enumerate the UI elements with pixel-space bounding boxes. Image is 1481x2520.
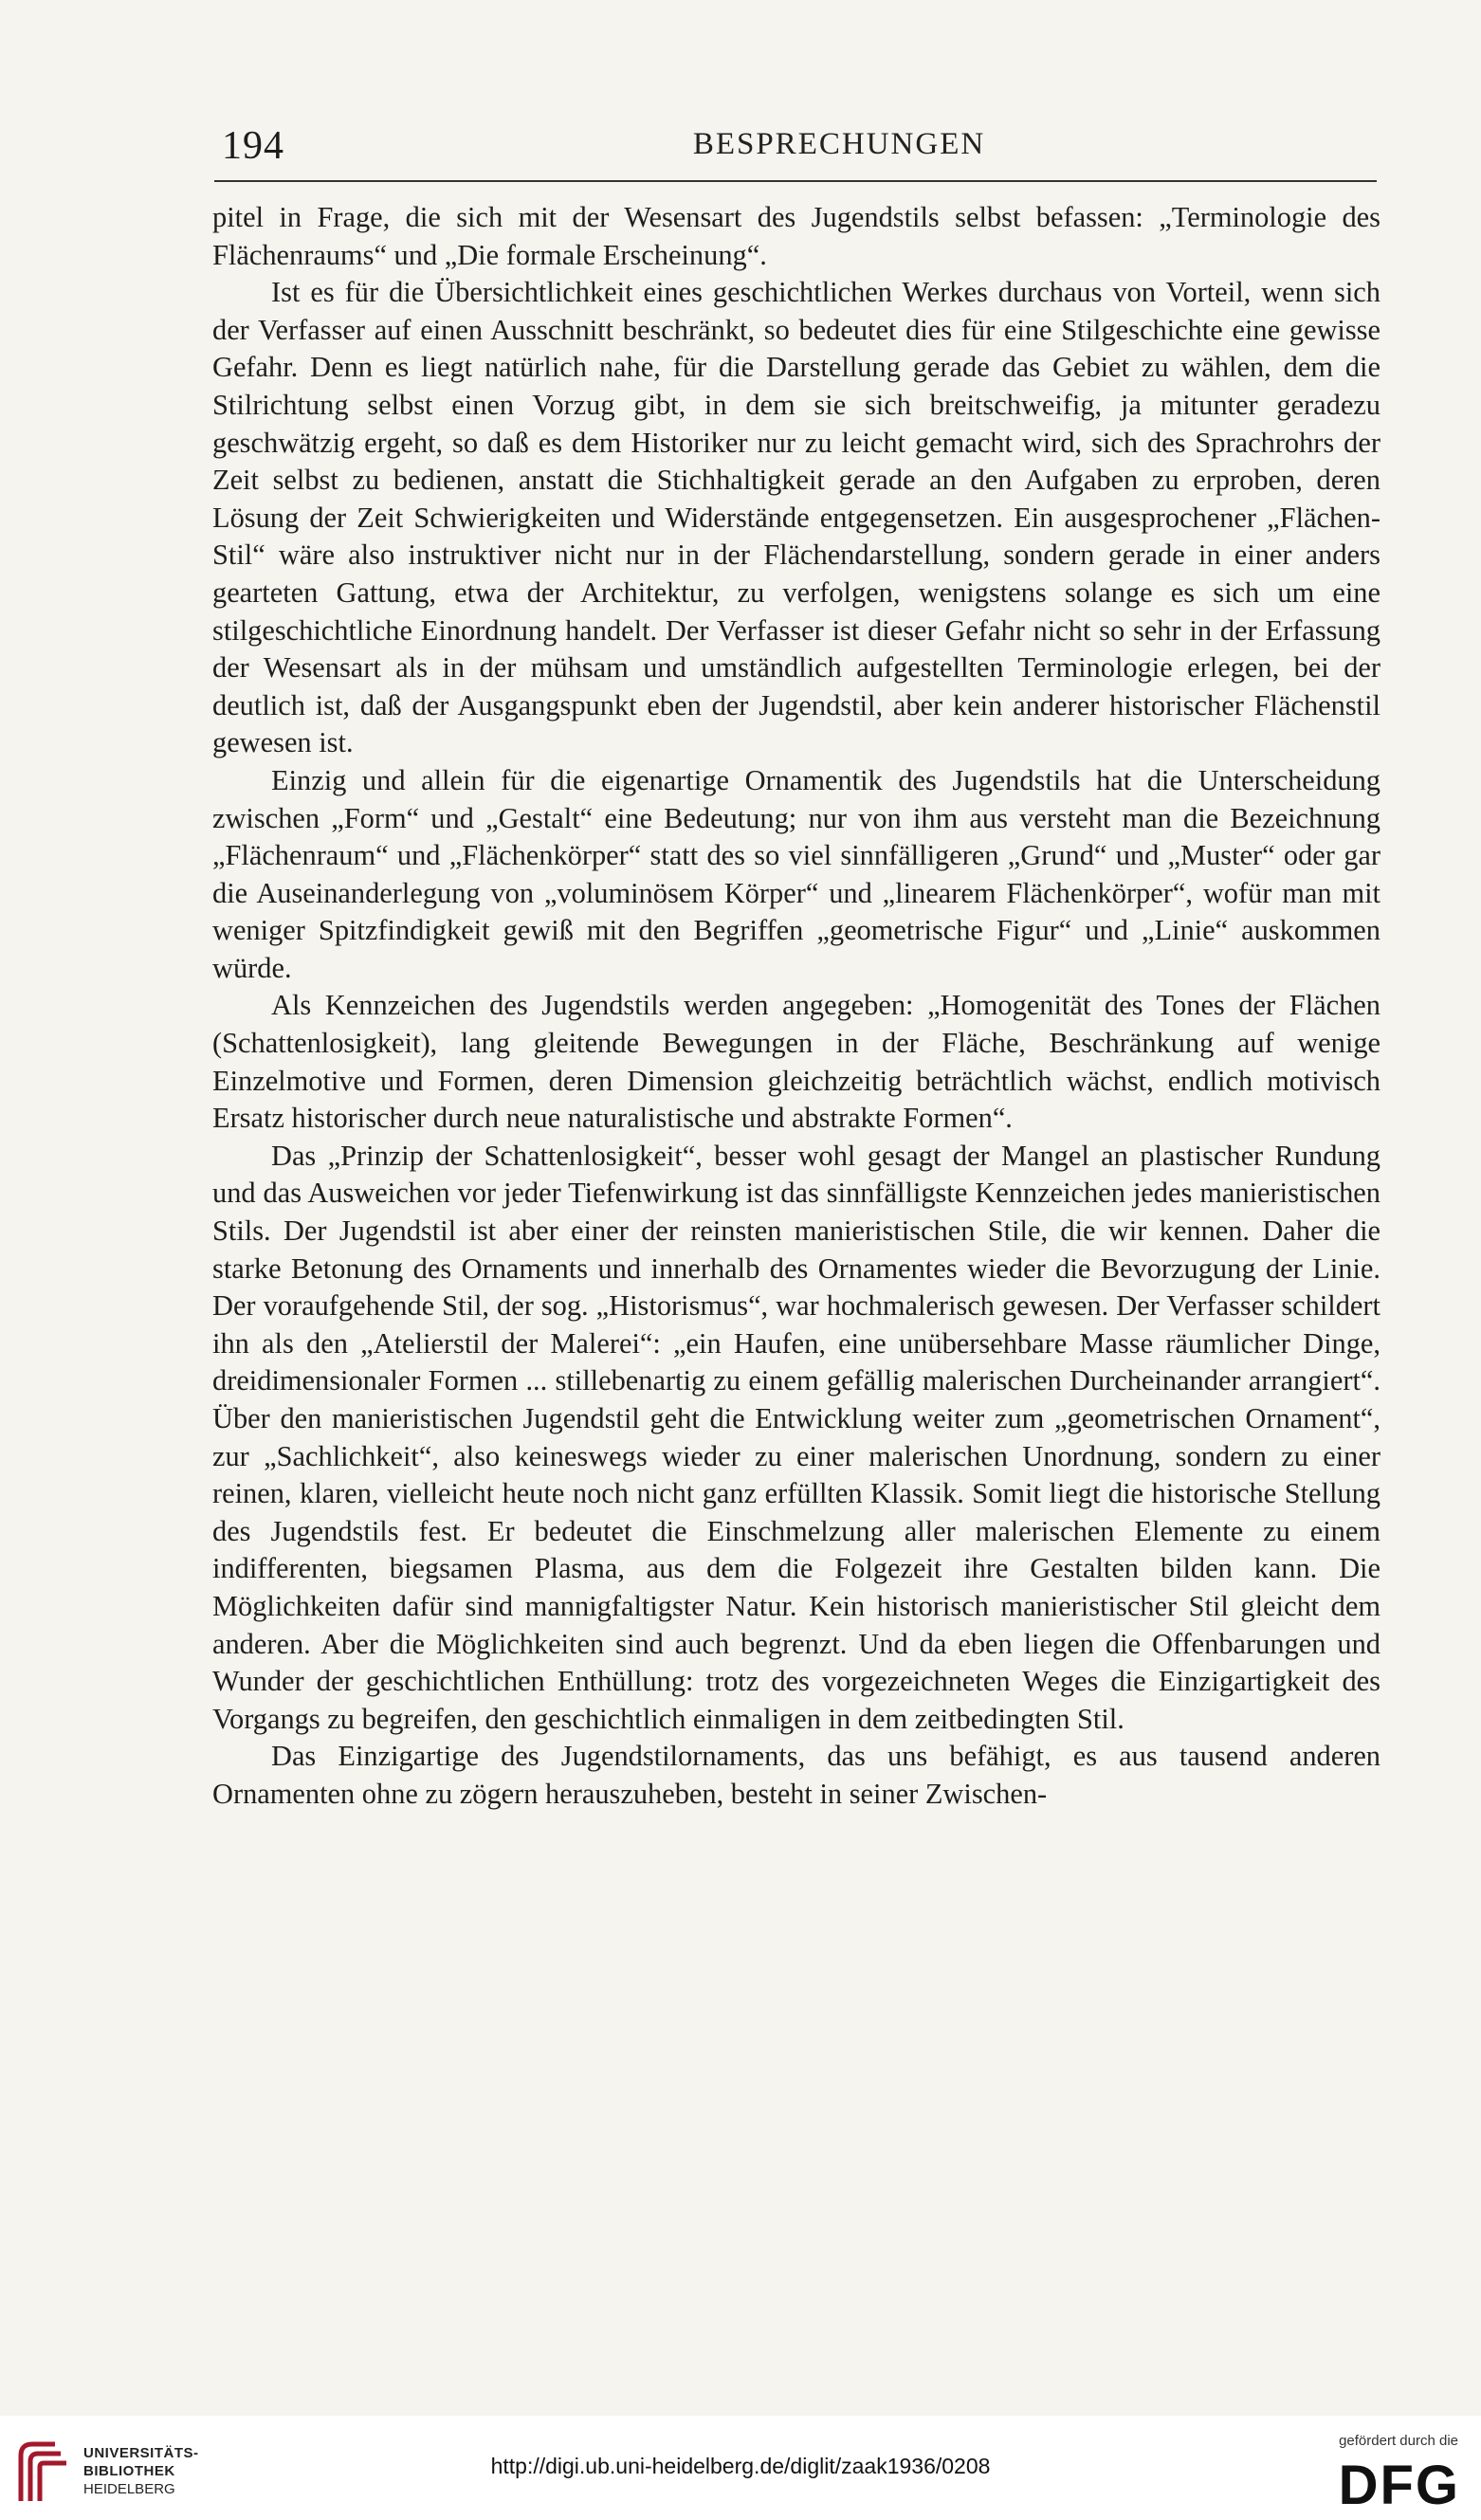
paragraph: Das „Prinzip der Schattenlosigkeit“, besser wohl gesagt der Mangel an plastischer Rundung und das Ausweichen vor jeder Tiefenwirkung ist das sinnfälligste Kennzeichen jedes manieristischen Stils. Der Jugendstil ist aber einer der reinsten manieristischen Stile, die wir kennen. Daher die starke Betonung des Ornaments und innerhalb des Ornamentes wieder die Bevorzugung der Linie. Der voraufgehende Stil, der sog. „Historismus“, war hochmalerisch gewesen. Der Verfasser schildert ihn als den „Atelierstil der Malerei“: „ein Haufen, eine unübersehbare Masse räumlicher Dinge, dreidimensionaler Formen ... stillebenartig zu einem gefällig malerischen Durcheinander arrangiert“. Über den manieristischen Jugendstil geht die Entwicklung weiter zum „geometrischen Ornament“, zur „Sachlichkeit“, also keineswegs wieder zu einer malerischen Unordnung, sondern zu einer reinen, klaren, vielleicht heute noch nicht ganz erfüllten Klassik. Somit liegt die historische Stellung des Jugendstils fest. Er bedeutet die Einschmelzung aller malerischen Elemente zu einem indifferenten, biegsamen Plasma, aus dem die Folgezeit ihre Gestalten bilden kann. Die Möglichkeiten dafür sind mannigfaltigster Natur. Kein historisch manieristischer Stil gleicht dem anderen. Aber die Möglichkeiten sind auch begrenzt. Und da eben liegen die Offenbarungen und Wunder der geschichtlichen Enthüllung: trotz des vorgezeichneten Weges die Einzigartigkeit des Vorgangs zu begreifen, den geschichtlich einmaligen in dem zeitbedingten Stil. bbox=[212, 1139, 1380, 1735]
library-name-line: BIBLIOTHEK bbox=[83, 2463, 175, 2479]
page-number: 194 bbox=[222, 124, 284, 168]
paragraph: Ist es für die Übersichtlichkeit eines geschichtlichen Werkes durchaus von Vorteil, wenn sich der Verfasser auf einen Ausschnitt beschränkt, so bedeutet dies für eine Stilgeschichte eine gewisse Gefahr. Denn es liegt natürlich nahe, für die Darstellung gerade das Gebiet zu wählen, dem die Stilrichtung selbst einen Vorzug gibt, in dem sie sich breitschweifig, ja mitunter geradezu geschwätzig ergeht, so daß es dem Historiker nur zu leicht gemacht wird, sich des Sprachrohrs der Zeit selbst zu bedienen, anstatt die Stichhaltigkeit gerade an den Aufgaben zu erproben, deren Lösung der Zeit Schwierigkeiten und Widerstände entgegensetzen. Ein ausgesprochener „Flächen-Stil“ wäre also instruktiver nicht nur in der Flächendarstellung, sondern gerade in einer anders gearteten Gattung, etwa der Architektur, zu verfolgen, wenigstens solange es sich um eine stilgeschichtliche Einordnung handelt. Der Verfasser ist dieser Gefahr nicht so sehr in der Erfassung der Wesensart als in der mühsam und umständlich aufgestellten Terminologie erlegen, bei der deutlich ist, daß der Ausgangspunkt eben der Jugendstil, aber kein anderer historischer Flächenstil gewesen ist. bbox=[212, 276, 1380, 759]
source-url-link[interactable]: http://digi.ub.uni-heidelberg.de/diglit/zaak1936/0208 bbox=[490, 2454, 991, 2478]
paragraph: Einzig und allein für die eigenartige Ornamentik des Jugendstils hat die Unterscheidung zwischen „Form“ und „Gestalt“ eine Bedeutung; nur von ihm aus versteht man die Bezeichnung „Flächenraum“ und „Flächenkörper“ statt des so viel sinnfälligeren „Grund“ und „Muster“ oder gar die Auseinanderlegung von „voluminösem Körper“ und „linearem Flächenkörper“, wofür man mit weniger Spitzfindigkeit gewiß mit den Begriffen „geometrische Figur“ und „Linie“ auskommen würde. bbox=[212, 763, 1380, 984]
body-text bbox=[212, 199, 1380, 1814]
paragraph-continuation: pitel in Frage, die sich mit der Wesensart des Jugendstils selbst befassen: „Terminologie des Flächenraums“ und „Die formale Erscheinung“. bbox=[212, 201, 1380, 271]
paragraph: Als Kennzeichen des Jugendstils werden angegeben: „Homogenität des Tones der Flächen (Schattenlosigkeit), lang gleitende Bewegungen in der Fläche, Beschränkung auf wenige Einzelmotive und Formen, deren Dimension gleichzeitig beträchtlich wächst, endlich motivisch Ersatz historischer durch neue naturalistische und abstrakte Formen“. bbox=[212, 989, 1380, 1135]
dfg-logo[interactable]: DFG bbox=[1338, 2455, 1460, 2516]
running-head: BESPRECHUNGEN bbox=[692, 127, 986, 161]
header-rule bbox=[214, 180, 1377, 182]
library-name-line: UNIVERSITÄTS- bbox=[83, 2445, 199, 2461]
funding-caption: gefördert durch die bbox=[1339, 2433, 1458, 2449]
library-name-line: HEIDELBERG bbox=[83, 2481, 175, 2497]
paragraph: Das Einzigartige des Jugendstilornaments, das uns befähigt, es aus tausend anderen Ornamenten ohne zu zögern herauszuheben, besteht in seiner Zwischen- bbox=[212, 1740, 1380, 1810]
